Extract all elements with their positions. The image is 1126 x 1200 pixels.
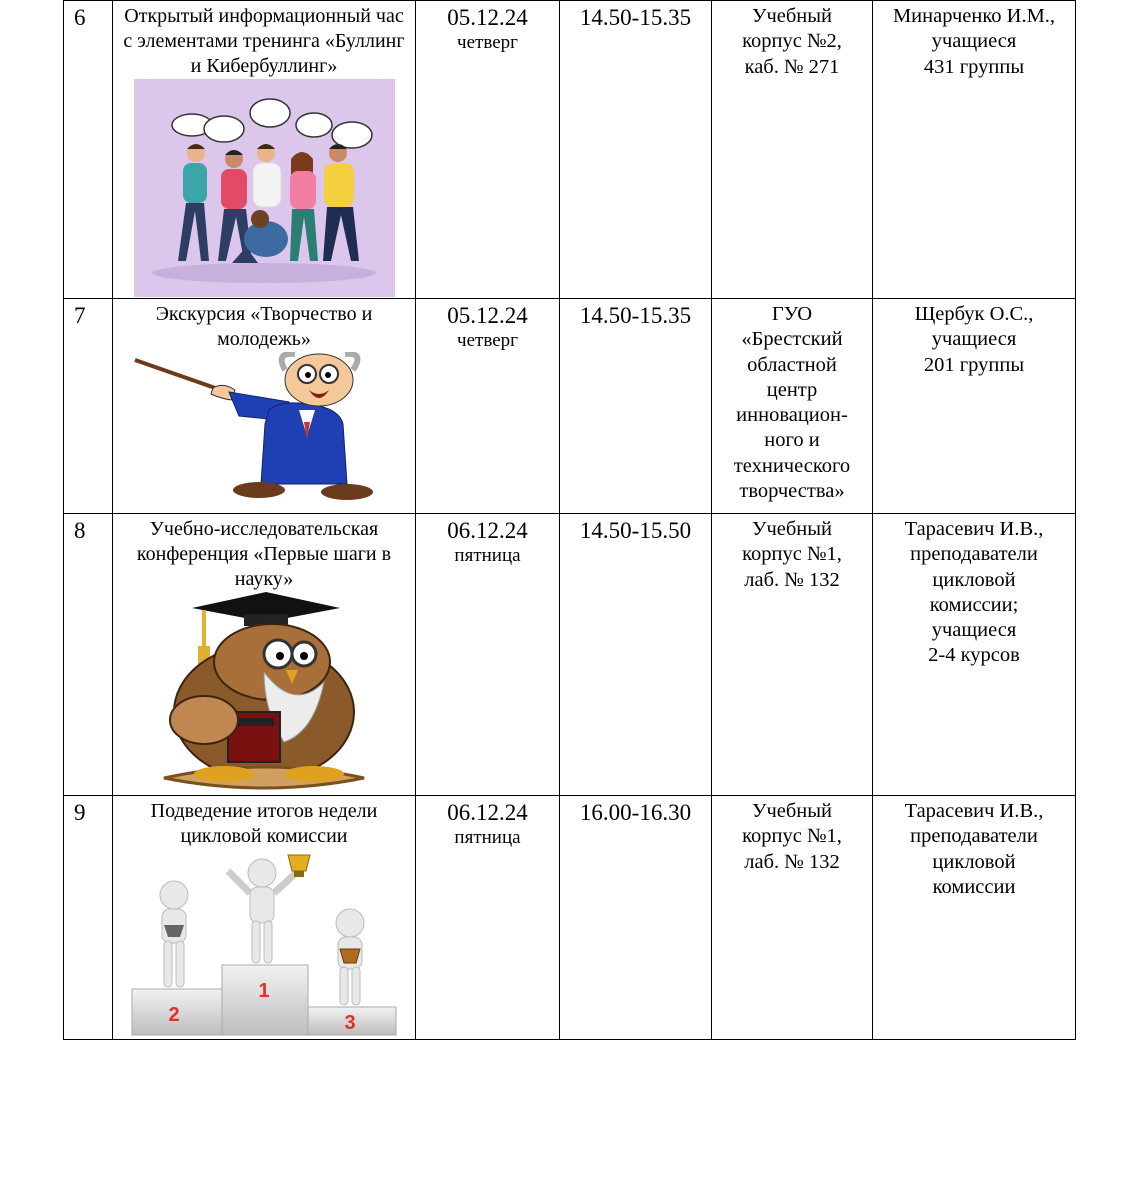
podium-label-second: 2 — [168, 1004, 180, 1026]
row-number: 7 — [64, 299, 113, 514]
place-line: корпус №2, — [742, 30, 842, 53]
row-number: 8 — [64, 514, 113, 796]
place-line: корпус №1, — [742, 825, 842, 848]
place-line: Учебный — [751, 5, 833, 27]
event-cell — [113, 514, 416, 796]
table-row — [64, 1, 1076, 299]
event-date: 05.12.24 — [447, 303, 528, 328]
event-cell — [113, 1, 416, 299]
podium-label-first: 1 — [258, 980, 270, 1002]
event-responsible — [873, 796, 1076, 1040]
event-date: 06.12.24 — [447, 800, 528, 825]
event-date: 05.12.24 — [447, 5, 528, 30]
event-title: Открытый информационный час с элементами тренинга «Буллинг и Кибербуллинг» — [123, 5, 405, 77]
event-responsible — [873, 1, 1076, 299]
date-cell — [416, 796, 560, 1040]
schedule-table — [63, 0, 1076, 1040]
responsible-line: Щербук О.С., — [914, 303, 1034, 325]
row-number: 6 — [64, 1, 113, 299]
event-cell — [113, 796, 416, 1040]
responsible-line: 2-4 курсов — [928, 644, 1020, 667]
event-place — [712, 514, 873, 796]
responsible-line: Тарасевич И.В., — [904, 518, 1044, 540]
event-responsible — [873, 299, 1076, 514]
place-line: «Брестский — [741, 328, 843, 351]
event-time: 14.50-15.35 — [560, 299, 712, 514]
podium-winners-illustration — [128, 849, 400, 1037]
bullying-illustration — [134, 79, 395, 297]
place-line: каб. № 271 — [744, 55, 840, 78]
responsible-line: преподаватели — [910, 825, 1038, 848]
place-line: Учебный — [751, 518, 833, 540]
place-line: ного и — [764, 429, 820, 452]
responsible-line: учащиеся — [931, 619, 1017, 642]
place-line: центр — [766, 378, 818, 401]
place-line: ГУО — [771, 303, 813, 325]
event-weekday: четверг — [457, 32, 518, 53]
event-weekday: четверг — [457, 330, 518, 351]
place-line: лаб. № 132 — [744, 850, 840, 873]
professor-pointer-illustration — [129, 352, 399, 502]
place-line: инновацион- — [736, 404, 848, 427]
date-cell — [416, 299, 560, 514]
responsible-line: цикловой — [932, 850, 1016, 873]
event-weekday: пятница — [454, 827, 521, 848]
event-time: 14.50-15.35 — [560, 1, 712, 299]
event-title: Учебно-исследовательская конференция «Первые шаги в науку» — [136, 518, 392, 590]
responsible-line: цикловой — [932, 568, 1016, 591]
table-row — [64, 796, 1076, 1040]
place-line: корпус №1, — [742, 543, 842, 566]
event-title: Подведение итогов недели цикловой комиссии — [150, 800, 378, 847]
responsible-line: Тарасевич И.В., — [904, 800, 1044, 822]
responsible-line: преподаватели — [910, 543, 1038, 566]
event-time: 14.50-15.50 — [560, 514, 712, 796]
responsible-line: учащиеся — [931, 30, 1017, 53]
event-cell — [113, 299, 416, 514]
responsible-line: комиссии; — [929, 593, 1019, 616]
responsible-line: 201 группы — [923, 353, 1025, 376]
date-cell — [416, 514, 560, 796]
podium-label-third: 3 — [344, 1012, 356, 1034]
responsible-line: Минарченко И.М., — [892, 5, 1056, 27]
date-cell — [416, 1, 560, 299]
responsible-line: 431 группы — [923, 55, 1025, 78]
responsible-line: комиссии — [932, 875, 1016, 898]
event-title: Экскурсия «Творчество и молодежь» — [155, 303, 373, 350]
place-line: технического — [733, 454, 851, 477]
event-responsible — [873, 514, 1076, 796]
place-line: Учебный — [751, 800, 833, 822]
event-weekday: пятница — [454, 545, 521, 566]
event-place — [712, 1, 873, 299]
place-line: творчества» — [739, 480, 845, 503]
event-date: 06.12.24 — [447, 518, 528, 543]
place-line: областной — [747, 353, 837, 376]
event-place — [712, 299, 873, 514]
event-time: 16.00-16.30 — [560, 796, 712, 1040]
place-line: лаб. № 132 — [744, 568, 840, 591]
row-number: 9 — [64, 796, 113, 1040]
event-place — [712, 796, 873, 1040]
table-row — [64, 299, 1076, 514]
owl-graduate-illustration — [144, 592, 384, 792]
responsible-line: учащиеся — [931, 328, 1017, 351]
table-row — [64, 514, 1076, 796]
